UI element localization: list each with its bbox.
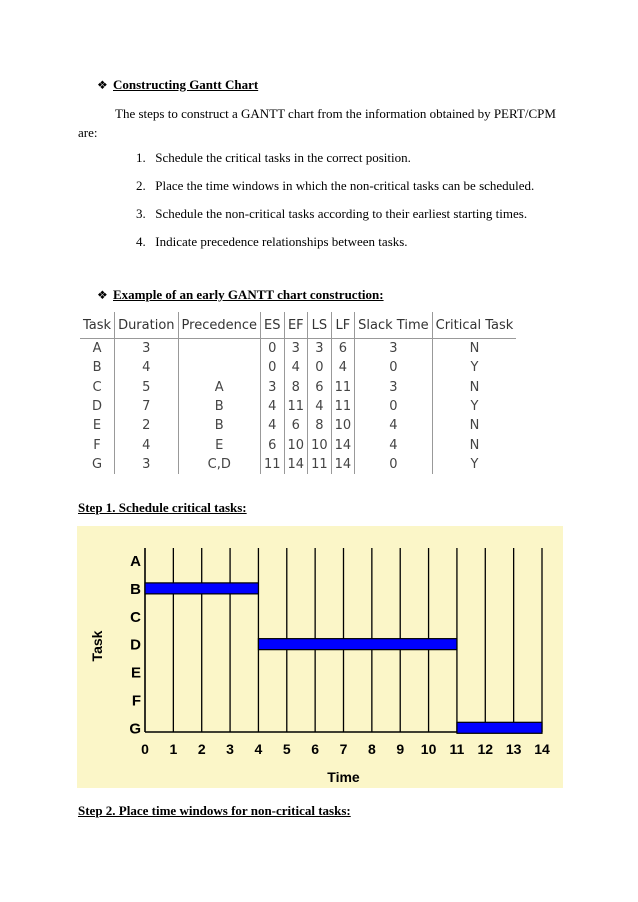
- table-cell: 10: [308, 435, 332, 454]
- table-cell: B: [178, 416, 260, 435]
- x-tick-label: 5: [282, 741, 291, 757]
- section-heading-constructing: [97, 77, 258, 93]
- table-cell: 6: [331, 339, 355, 359]
- table-cell: B: [178, 397, 260, 416]
- table-cell: N: [432, 435, 516, 454]
- table-cell: 0: [308, 358, 332, 377]
- y-axis-title: Task: [89, 630, 105, 662]
- step-text: Indicate precedence relationships between tasks.: [155, 234, 408, 249]
- column-header: Task: [80, 312, 115, 339]
- table-cell: 4: [355, 435, 432, 454]
- diamond-bullet-icon: ❖: [97, 78, 108, 92]
- task-tick-label: A: [130, 553, 141, 570]
- section-heading-example: [97, 287, 384, 303]
- x-tick-label: 4: [254, 741, 263, 757]
- table-cell: A: [178, 378, 260, 397]
- table-cell: Y: [432, 397, 516, 416]
- table-cell: 14: [284, 455, 308, 474]
- table-cell: A: [92, 341, 102, 357]
- table-cell: 5: [115, 378, 178, 397]
- gantt-bar: [145, 583, 258, 594]
- step2-heading: Step 2. Place time windows for non-critical tasks:: [78, 803, 351, 818]
- table-row: [80, 378, 516, 397]
- table-cell: 7: [115, 397, 178, 416]
- column-header: ES: [260, 312, 284, 339]
- x-tick-label: 1: [169, 741, 178, 757]
- table-cell: E: [178, 435, 260, 454]
- table-cell: 4: [115, 358, 178, 377]
- table-cell: 3: [260, 378, 284, 397]
- step-text: Schedule the non-critical tasks according to their earliest starting times.: [155, 206, 528, 221]
- x-tick-label: 3: [226, 741, 234, 757]
- table-cell: N: [432, 339, 516, 359]
- table-cell: 3: [115, 339, 178, 359]
- table-cell: B: [92, 360, 102, 376]
- table-cell: 14: [331, 455, 355, 474]
- table-cell: 3: [115, 455, 178, 474]
- table-cell: N: [432, 378, 516, 397]
- table-cell: 3: [308, 339, 332, 359]
- x-tick-label: 9: [396, 741, 405, 757]
- column-header: LS: [308, 312, 332, 339]
- x-tick-label: 2: [197, 741, 206, 757]
- column-header: Precedence: [178, 312, 260, 339]
- table-cell: [178, 358, 260, 377]
- task-tick-label: G: [129, 720, 141, 738]
- x-tick-label: 12: [477, 741, 494, 757]
- table-cell: D: [92, 399, 103, 415]
- heading-text: Constructing Gantt Chart: [113, 77, 259, 92]
- table-cell: 10: [284, 435, 308, 454]
- table-row: [80, 435, 516, 454]
- table-cell: 4: [260, 416, 284, 435]
- column-header: Critical Task: [432, 312, 516, 339]
- table-cell: 11: [284, 397, 308, 416]
- table-cell: 11: [260, 455, 284, 474]
- task-tick-label: E: [130, 664, 141, 682]
- table-row: [80, 339, 516, 359]
- table-cell: Y: [432, 455, 516, 474]
- gantt-bar: [457, 722, 542, 733]
- intro-line-2: are:: [78, 125, 98, 140]
- x-tick-label: 7: [339, 741, 348, 757]
- gantt-bar: [258, 639, 457, 650]
- diamond-bullet-icon: ❖: [97, 288, 108, 302]
- table-cell: 6: [260, 435, 284, 454]
- x-tick-label: 14: [534, 741, 550, 757]
- table-cell: 11: [331, 378, 355, 397]
- column-header: EF: [284, 312, 308, 339]
- table-cell: 0: [355, 358, 432, 377]
- table-cell: 6: [284, 416, 308, 435]
- table-cell: 4: [284, 358, 308, 377]
- gantt-chart: [77, 526, 563, 788]
- table-cell: 14: [331, 435, 355, 454]
- step-item-4: [136, 234, 408, 250]
- heading-text: Example of an early GANTT chart construction:: [113, 287, 384, 302]
- table-cell: 0: [355, 455, 432, 474]
- table-cell: 8: [284, 378, 308, 397]
- task-table: [80, 312, 516, 474]
- table-cell: 4: [308, 397, 332, 416]
- intro-line-1: The steps to construct a GANTT chart from the information obtained by PERT/CPM: [115, 106, 556, 121]
- step-number: 1.: [136, 150, 146, 165]
- table-row: [80, 455, 516, 474]
- table-cell: 3: [284, 339, 308, 359]
- task-tick-label: D: [130, 636, 141, 654]
- table-cell: [178, 339, 260, 359]
- table-cell: C: [92, 379, 102, 395]
- column-header: Duration: [115, 312, 178, 339]
- table-cell: 10: [331, 416, 355, 435]
- task-tick-label: F: [131, 692, 141, 710]
- table-cell: 4: [260, 397, 284, 416]
- task-tick-label: C: [130, 608, 141, 626]
- x-tick-label: 6: [311, 741, 320, 757]
- table-cell: F: [93, 437, 101, 453]
- step-text: Schedule the critical tasks in the correct position.: [155, 150, 411, 165]
- table-cell: 0: [260, 358, 284, 377]
- table-row: [80, 416, 516, 435]
- column-header: LF: [331, 312, 355, 339]
- step-text: Place the time windows in which the non-critical tasks can be scheduled.: [155, 178, 535, 193]
- table-cell: 2: [115, 416, 178, 435]
- step-number: 2.: [136, 178, 146, 193]
- x-axis-title: Time: [327, 769, 360, 785]
- step1-heading: Step 1. Schedule critical tasks:: [78, 500, 247, 515]
- table-cell: 6: [308, 378, 332, 397]
- table-cell: 4: [331, 358, 355, 377]
- step-item-1: [136, 150, 411, 166]
- table-row: [80, 397, 516, 416]
- table-cell: G: [91, 456, 103, 472]
- table-cell: C,D: [178, 455, 260, 474]
- table-cell: N: [432, 416, 516, 435]
- task-tick-label: B: [130, 580, 141, 598]
- table-header-row: [80, 312, 516, 339]
- table-cell: E: [92, 418, 102, 434]
- step-number: 3.: [136, 206, 146, 221]
- step-number: 4.: [136, 234, 146, 249]
- table-cell: 0: [355, 397, 432, 416]
- table-cell: 11: [331, 397, 355, 416]
- x-tick-label: 13: [505, 741, 522, 757]
- x-tick-label: 10: [420, 741, 437, 757]
- table-cell: 4: [115, 435, 178, 454]
- table-cell: 0: [260, 339, 284, 359]
- x-tick-label: 8: [367, 741, 376, 757]
- table-row: [80, 358, 516, 377]
- table-cell: 3: [355, 339, 432, 359]
- step-item-3: [136, 206, 527, 222]
- x-tick-label: 0: [141, 741, 149, 757]
- table-cell: 4: [355, 416, 432, 435]
- x-tick-label: 11: [449, 741, 465, 757]
- table-cell: Y: [432, 358, 516, 377]
- table-cell: 3: [355, 378, 432, 397]
- table-cell: 8: [308, 416, 332, 435]
- table-cell: 11: [308, 455, 332, 474]
- column-header: Slack Time: [355, 312, 432, 339]
- step-item-2: [136, 178, 534, 194]
